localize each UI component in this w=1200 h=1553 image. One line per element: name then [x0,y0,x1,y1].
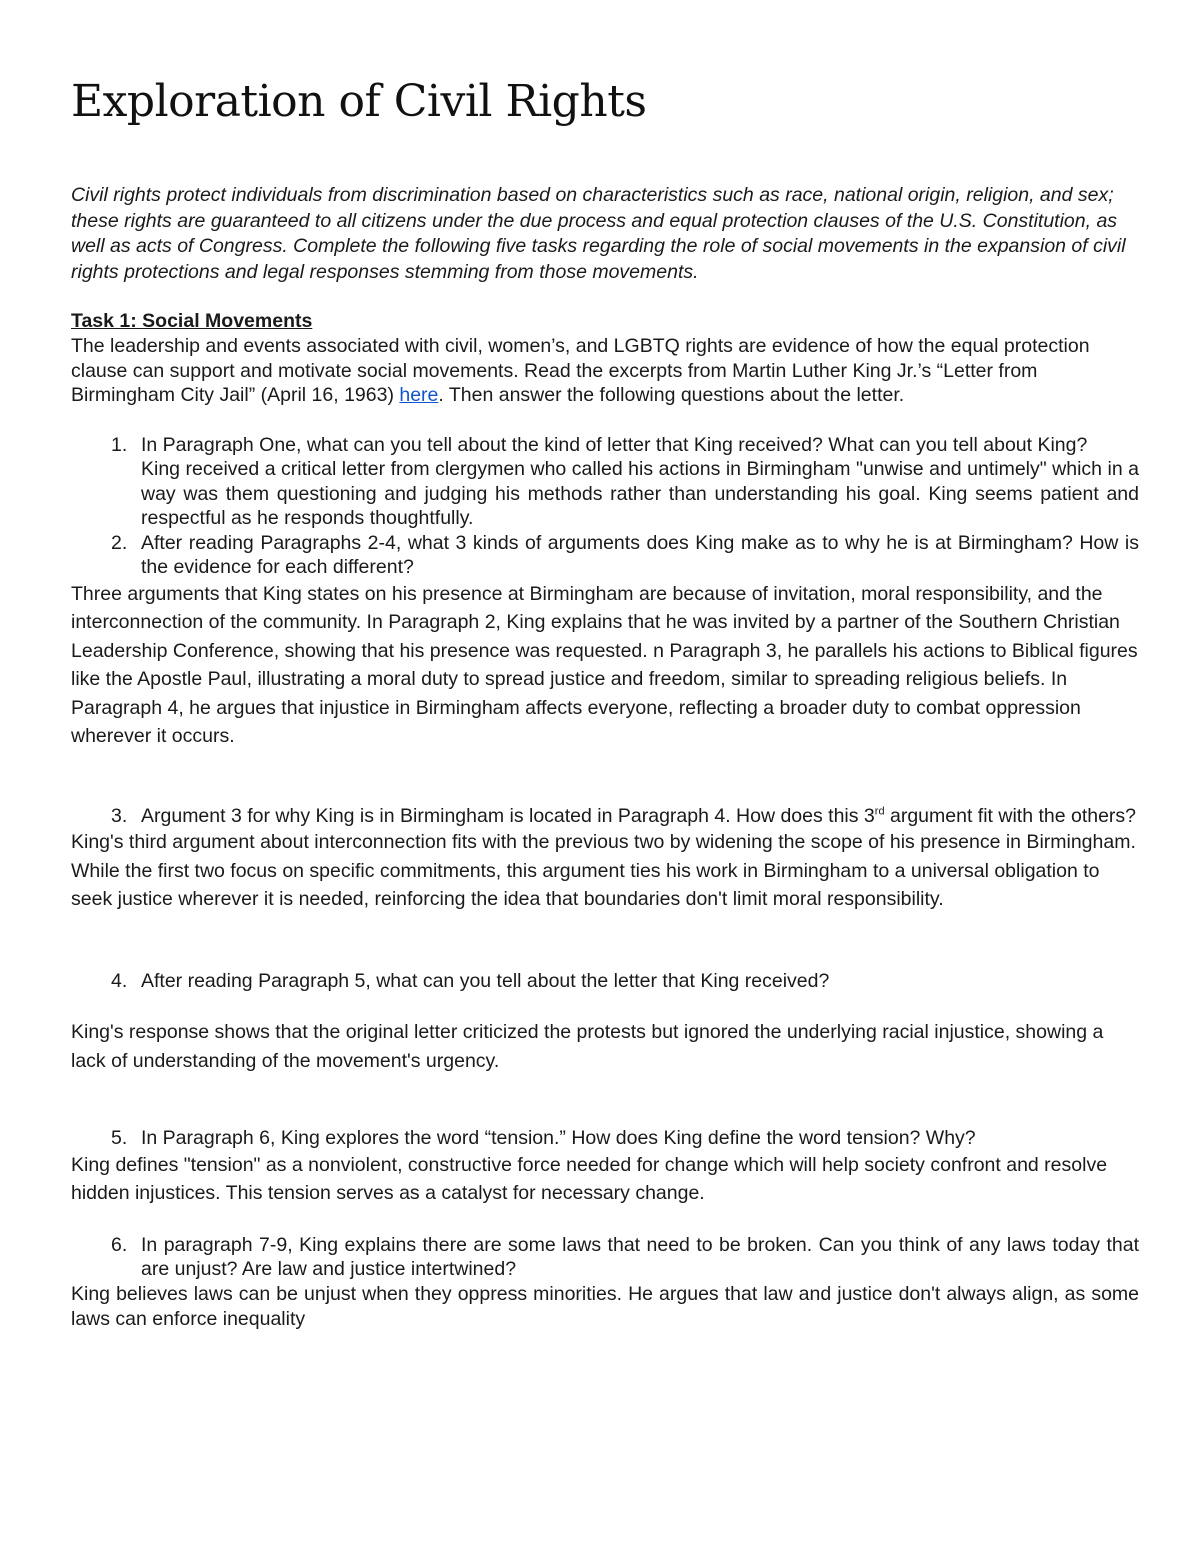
question-2-text: After reading Paragraphs 2-4, what 3 kinds of arguments does King make as to why he is at Birmingham? How is the evidence for each different? [141,531,1139,578]
document-title: Exploration of Civil Rights [71,76,647,127]
here-link[interactable]: here [399,384,439,406]
question-5-text: In Paragraph 6, King explores the word “tension.” How does King define the word tension? Why? [141,1127,976,1149]
question-4-answer: King's response shows that the original letter criticized the protests but ignored the underlying racial injustice, showing a lack of understanding of the movement's urgency. [71,1021,1104,1072]
question-3-answer: King's third argument about interconnection fits with the previous two by widening the scope of his presence in Birmingham. While the first two focus on specific commitments, this argument ties his work in Birmingham to a universal obligation to seek justice wherever it is needed, reinforcing the idea that boundaries don't limit moral responsibility. [71,831,1136,910]
document-page [71,76,1139,1332]
question-5-answer: King defines "tension" as a nonviolent, constructive force needed for change which will help society confront and resolve hidden injustices. This tension serves as a catalyst for necessary change. [71,1153,1108,1204]
question-5-number: 5. [111,1127,128,1149]
question-5 [71,1126,1139,1151]
question-2-number: 2. [111,531,128,554]
question-6-answer: King believes laws can be unjust when they oppress minorities. He argues that law and justice don't always align, as some laws can enforce inequality [71,1282,1139,1330]
question-2 [71,531,1139,580]
task1-description-tail: . Then answer the following questions about the letter. [438,384,905,406]
question-6 [71,1233,1139,1282]
task1-description [71,334,1139,408]
question-1-text: In Paragraph One, what can you tell about the kind of letter that King received? What can you tell about King? [141,433,1088,456]
question-3 [71,804,1139,829]
question-1-number: 1. [111,433,128,456]
task1-heading: Task 1: Social Movements [71,310,313,332]
question-4 [71,969,1139,994]
task1-description-text: The leadership and events associated with civil, women’s, and LGBTQ rights are evidence of how the equal protection clause can support and motivate social movements. Read the excerpts from Martin Luther King Jr.’s “Letter from Birmingham City Jail” (April 16, 1963) [71,335,1090,406]
question-1 [71,433,1139,531]
question-6-text: In paragraph 7-9, King explains there are some laws that need to be broken. Can you think of any laws today that are unjust? Are law and justice intertwined? [141,1233,1139,1280]
question-4-number: 4. [111,969,128,992]
question-2-answer: Three arguments that King states on his presence at Birmingham are because of invitation, moral responsibility, and the interconnection of the community. In Paragraph 2, King explains that he was invited by a partner of the Southern Christian Leadership Conference, showing that his presence was requested. n Paragraph 3, he parallels his actions to Biblical figures like the Apostle Paul, illustrating a moral duty to spread justice and freedom, similar to spreading religious beliefs. In Paragraph 4, he argues that injustice in Birmingham affects everyone, reflecting a broader duty to combat oppression wherever it occurs. [71,582,1138,747]
question-6-number: 6. [111,1233,128,1256]
question-3-number: 3. [111,804,128,827]
question-3-text: Argument 3 for why King is in Birmingham is located in Paragraph 4. How does this 3 [141,804,875,827]
question-3-text-tail: argument fit with the others? [884,804,1137,827]
question-1-answer: King received a critical letter from clergymen who called his actions in Birmingham "unwise and untimely" which in a way was them questioning and judging his methods rather than understanding his goal. King seems patient and respectful as he responds thoughtfully. [141,458,1139,529]
question-3-superscript: rd [874,805,885,817]
intro-paragraph: Civil rights protect individuals from discrimination based on characteristics such as race, national origin, religion, and sex; these rights are guaranteed to all citizens under the due process and equal protection clauses of the U.S. Constitution, as well as acts of Congress. Complete the following five tasks regarding the role of social movements in the expansion of civil rights protections and legal responses stemming from those movements. [71,184,1126,283]
question-4-text: After reading Paragraph 5, what can you tell about the letter that King received? [141,969,830,992]
